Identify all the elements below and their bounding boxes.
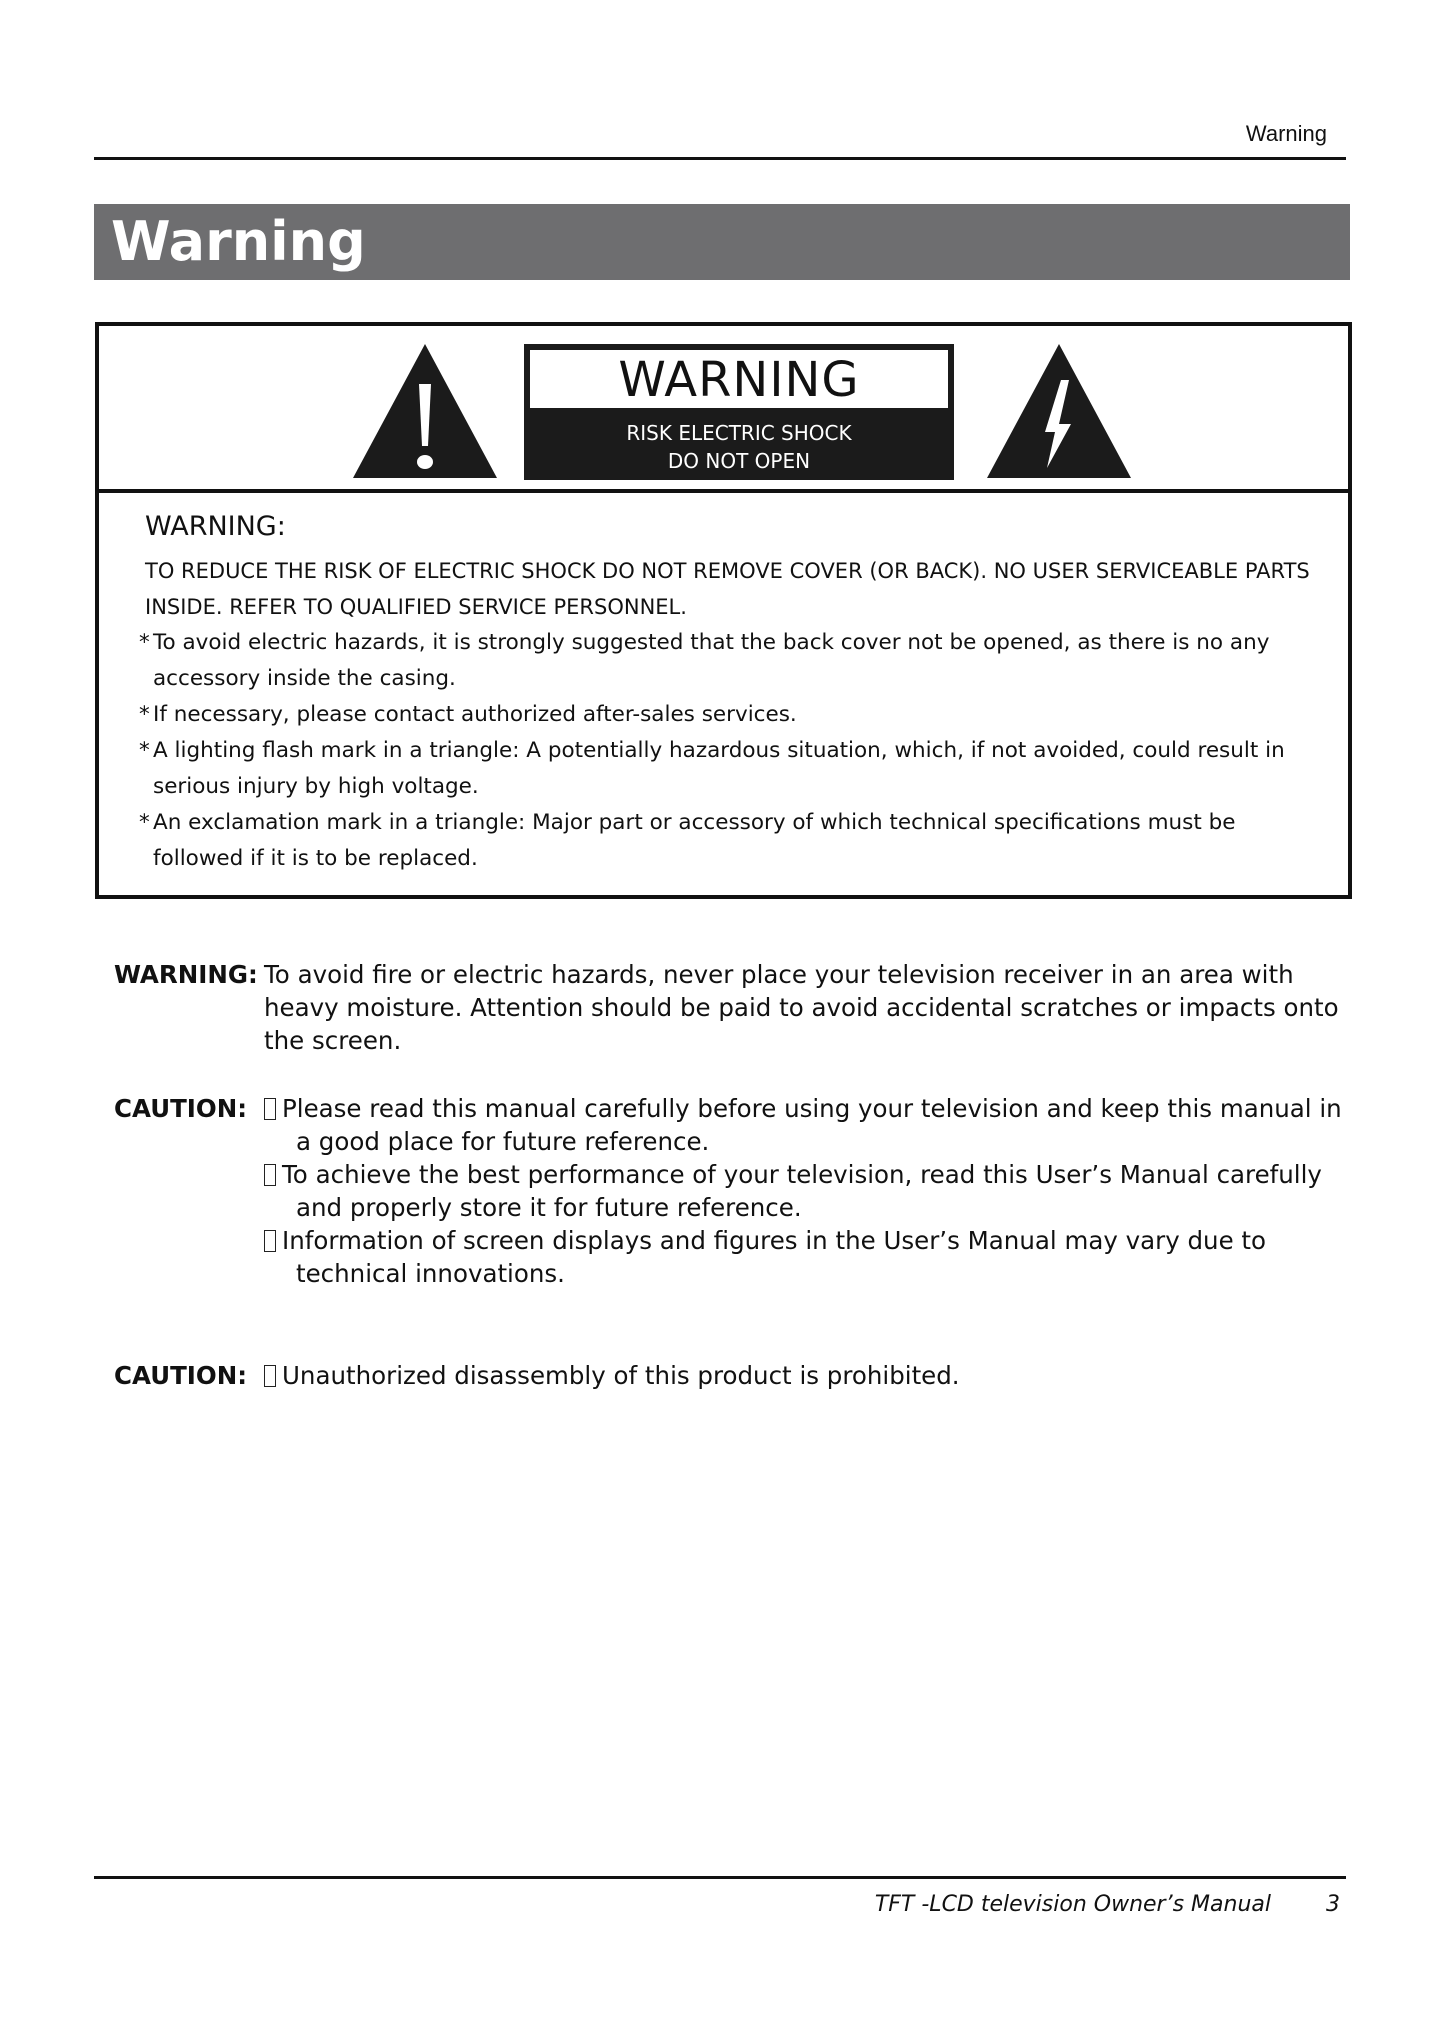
- list-item: [139, 733, 1324, 805]
- caution-label-text: CAUTION:: [114, 1094, 248, 1123]
- footer-rule: [94, 1876, 1346, 1879]
- list-item: [264, 1092, 1354, 1158]
- list-item: [264, 1359, 1354, 1392]
- page-title: Warning: [94, 204, 1350, 280]
- warning-label-title: WARNING: [530, 350, 948, 408]
- asterisk-icon: *: [139, 810, 150, 835]
- caution-item-text: Information of screen displays and figures in the User’s Manual may vary due to technical innovations.: [282, 1226, 1267, 1288]
- page-number: 3: [1326, 1892, 1340, 1917]
- header-rule: [94, 157, 1346, 160]
- note-text: To avoid electric hazards, it is strongly suggested that the back cover not be opened, as there is no any accessory inside the casing.: [153, 630, 1270, 691]
- caution-items: [264, 1092, 1354, 1290]
- warning-label: [524, 344, 954, 480]
- warning-box: [95, 322, 1352, 899]
- list-item: [264, 1158, 1354, 1224]
- warning-notes-list: [139, 625, 1324, 877]
- checkbox-glyph-icon: [264, 1365, 276, 1387]
- note-text: A lighting flash mark in a triangle: A potentially hazardous situation, which, if not avoided, could result in serious injury by high voltage.: [153, 738, 1285, 799]
- note-text: If necessary, please contact authorized after-sales services.: [153, 702, 797, 727]
- caution-paragraph-2: [114, 1359, 1344, 1399]
- warning-label-line1: RISK ELECTRIC SHOCK: [626, 421, 852, 445]
- warning-box-body: [99, 493, 1348, 895]
- list-item: [139, 697, 1324, 733]
- caution-items: [264, 1359, 1354, 1392]
- list-item: [264, 1224, 1354, 1290]
- warning-paragraph: [114, 958, 1344, 1055]
- exclamation-triangle-icon: [351, 342, 499, 480]
- caution-label-text: CAUTION:: [114, 1361, 248, 1390]
- caution-item-text: To achieve the best performance of your television, read this User’s Manual carefully and properly store it for future reference.: [282, 1160, 1322, 1222]
- footer-manual-title: TFT -LCD television Owner’s Manual: [874, 1892, 1271, 1917]
- warning-paragraph-text: To avoid fire or electric hazards, never place your television receiver in an area with heavy moisture. Attention should be paid to avoid accidental scratches or impacts onto the screen.: [264, 960, 1339, 1055]
- checkbox-glyph-icon: [264, 1230, 276, 1252]
- warning-label-subtext: [527, 419, 951, 475]
- warning-box-caps-text: TO REDUCE THE RISK OF ELECTRIC SHOCK DO NOT REMOVE COVER (OR BACK). NO USER SERVICEABLE PARTS INSIDE. REFER TO QUALIFIED SERVICE PERSONNEL.: [145, 559, 1310, 619]
- lightning-triangle-icon: [985, 342, 1133, 480]
- checkbox-glyph-icon: [264, 1098, 276, 1120]
- warning-box-heading: WARNING:: [145, 511, 286, 542]
- warning-label-text: WARNING:: [114, 960, 258, 989]
- warning-label-area: [99, 326, 1348, 493]
- list-item: [139, 805, 1324, 877]
- note-text: An exclamation mark in a triangle: Major part or accessory of which technical specifications must be followed if it is to be replaced.: [153, 810, 1236, 871]
- asterisk-icon: *: [139, 702, 150, 727]
- running-header: Warning: [1245, 121, 1327, 146]
- caution-item-text: Unauthorized disassembly of this product is prohibited.: [282, 1361, 960, 1390]
- warning-label-line2: DO NOT OPEN: [667, 449, 811, 473]
- checkbox-glyph-icon: [264, 1164, 276, 1186]
- asterisk-icon: *: [139, 738, 150, 763]
- caution-item-text: Please read this manual carefully before using your television and keep this manual in a good place for future reference.: [282, 1094, 1342, 1156]
- list-item: [139, 625, 1324, 697]
- asterisk-icon: *: [139, 630, 150, 655]
- caution-paragraph-1: [114, 1092, 1344, 1296]
